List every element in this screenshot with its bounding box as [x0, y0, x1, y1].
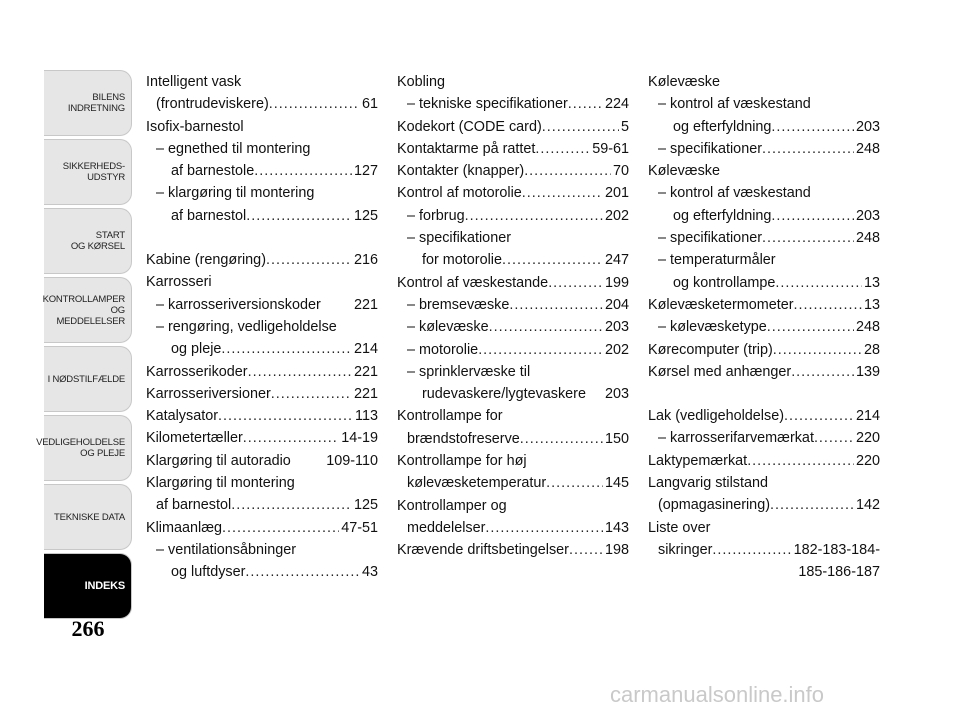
tab-label: SIKKERHEDS- UDSTYR	[62, 161, 125, 183]
entry-leader	[773, 339, 862, 361]
entry-leader	[775, 272, 862, 294]
entry-leader	[542, 116, 619, 138]
entry-leader	[465, 205, 603, 227]
entry-page: 199	[604, 274, 629, 291]
entry-term: og efterfyldning	[673, 118, 772, 135]
entry-term: Isofix-barnestol	[146, 118, 244, 135]
index-entry	[146, 182, 378, 204]
entry-page: 220	[855, 452, 880, 469]
index-entry	[146, 316, 378, 338]
tab-label: TEKNISKE DATA	[54, 511, 125, 523]
entry-term: Karrosserikoder	[146, 363, 248, 380]
entry-term: og pleje	[171, 341, 222, 358]
entry-term: (frontrudeviskere)	[156, 96, 269, 113]
entry-term: Klimaanlæg	[146, 519, 222, 536]
entry-term: – sprinklervæske til	[407, 363, 531, 380]
index-entry	[146, 294, 378, 316]
index-entry	[397, 405, 629, 427]
entry-term: meddelelser	[407, 519, 486, 536]
entry-term: af barnestole	[171, 163, 255, 180]
index-entry	[648, 427, 880, 449]
entry-page: 221	[353, 385, 378, 402]
index-entry	[146, 205, 378, 227]
index-entry	[146, 249, 378, 271]
tab-indeks[interactable]	[44, 553, 132, 619]
entry-page: 143	[604, 519, 629, 536]
entry-leader	[794, 294, 862, 316]
entry-term: – specifikationer	[658, 140, 762, 157]
entry-gap	[146, 227, 378, 249]
entry-leader	[762, 138, 854, 160]
entry-term: – kontrol af væskestand	[658, 96, 811, 113]
entry-term: Katalysator	[146, 408, 218, 425]
entry-term: Laktypemærkat	[648, 452, 748, 469]
entry-page: 214	[855, 408, 880, 425]
index-column-1	[146, 71, 378, 584]
tab-label: KONTROLLAMPER OG MEDDELELSER	[42, 293, 125, 327]
entry-leader	[767, 316, 854, 338]
entry-page: 47-51	[341, 519, 378, 536]
index-entry	[146, 472, 378, 494]
index-entry	[146, 494, 378, 516]
entry-page: 150	[604, 430, 629, 447]
index-entry	[146, 138, 378, 160]
entry-term: – klargøring til montering	[156, 185, 315, 202]
index-entry	[397, 294, 629, 316]
entry-leader	[784, 405, 854, 427]
index-entry	[397, 71, 629, 93]
entry-term: – egnethed til montering	[156, 140, 311, 157]
entry-page: 5	[620, 118, 629, 135]
index-column-3	[648, 71, 880, 584]
entry-page: 13	[863, 296, 880, 313]
entry-term: – tekniske specifikationer	[407, 96, 568, 113]
entry-leader	[770, 494, 854, 516]
entry-term: – specifikationer	[658, 230, 762, 247]
entry-page: 109-110	[326, 452, 378, 469]
entry-page: 145	[604, 475, 629, 492]
entry-gap	[648, 383, 880, 405]
section-tabs	[36, 70, 132, 622]
index-entry	[648, 182, 880, 204]
entry-term: – rengøring, vedligeholdelse	[156, 318, 337, 335]
entry-leader	[524, 160, 611, 182]
entry-term: Kobling	[397, 74, 446, 90]
index-entry	[146, 116, 378, 138]
entry-leader	[271, 383, 352, 405]
entry-term: Kølevæske	[648, 74, 720, 90]
entry-term: af barnestol	[156, 497, 232, 514]
index-entry	[397, 428, 629, 450]
tab-tekniske-data[interactable]	[44, 484, 132, 550]
entry-leader	[245, 561, 360, 583]
entry-page: 182-183-184-	[793, 541, 880, 558]
entry-term: af barnestol	[171, 207, 247, 224]
entry-leader	[218, 405, 353, 427]
entry-term: Karrosseriversioner	[146, 385, 271, 402]
entry-term: – karrosserifarvemærkat	[658, 430, 814, 447]
index-entry	[397, 272, 629, 294]
index-entry	[146, 561, 378, 583]
entry-page: 224	[604, 96, 629, 113]
entry-term: og efterfyldning	[673, 207, 772, 224]
index-entry	[648, 316, 880, 338]
index-entry	[397, 205, 629, 227]
entry-page: 248	[855, 230, 880, 247]
index-entry	[397, 138, 629, 160]
entry-page: 61	[361, 96, 378, 113]
entry-page: 113	[355, 408, 378, 425]
index-entry	[397, 116, 629, 138]
entry-term: – bremsevæske	[407, 296, 510, 313]
index-entry	[648, 205, 880, 227]
index-entry	[397, 495, 629, 517]
entry-term: Kilometertæller	[146, 430, 243, 447]
entry-leader	[485, 517, 603, 539]
entry-leader	[243, 427, 339, 449]
entry-leader	[509, 294, 603, 316]
entry-leader	[546, 472, 603, 494]
entry-term: og kontrollampe	[673, 274, 776, 291]
entry-leader	[221, 338, 352, 360]
entry-page: 43	[361, 564, 378, 581]
index-entry	[397, 361, 629, 383]
page-number: 266	[71, 616, 105, 641]
entry-term: Krævende driftsbetingelser	[397, 542, 569, 559]
entry-leader	[248, 361, 352, 383]
entry-leader	[269, 93, 360, 115]
entry-page: 127	[353, 163, 378, 180]
entry-page: 203	[604, 386, 629, 403]
index-entry	[648, 472, 880, 494]
index-entry	[648, 249, 880, 271]
entry-term: Lak (vedligeholdelse)	[648, 408, 784, 425]
index-entry	[397, 227, 629, 249]
entry-page: 203	[855, 118, 880, 135]
entry-leader	[747, 450, 854, 472]
entry-page: 214	[353, 341, 378, 358]
index-entry	[146, 160, 378, 182]
entry-term: Liste over	[648, 519, 711, 536]
index-entry	[397, 249, 629, 271]
entry-leader	[791, 361, 854, 383]
index-entry	[146, 517, 378, 539]
entry-leader	[771, 116, 854, 138]
entry-term: Klargøring til montering	[146, 475, 295, 492]
entry-term: kølevæsketemperatur	[407, 475, 547, 492]
index-entry	[648, 93, 880, 115]
tab-kontrollamper[interactable]	[44, 277, 132, 343]
entry-leader	[254, 160, 352, 182]
entry-leader	[231, 494, 352, 516]
index-entry	[146, 338, 378, 360]
entry-term: Klargøring til autoradio	[146, 452, 291, 469]
entry-term: for motorolie	[422, 252, 502, 269]
entry-page: 248	[855, 319, 880, 336]
entry-term: Kølevæske	[648, 163, 720, 180]
watermark: carmanualsonline.info	[610, 682, 825, 707]
index-entry	[146, 361, 378, 383]
entry-page: 185-186-187	[798, 564, 880, 581]
entry-term: Kontaktarme på rattet	[397, 140, 536, 157]
entry-leader	[535, 138, 590, 160]
index-entry	[648, 361, 880, 383]
entry-leader	[246, 205, 352, 227]
entry-term: Karrosseri	[146, 274, 212, 291]
index-entry	[648, 339, 880, 361]
index-entry	[648, 227, 880, 249]
entry-term: Kontrol af væskestande	[397, 274, 549, 291]
index-entry	[648, 405, 880, 427]
entry-page: 247	[604, 252, 629, 269]
tab-label: VEDLIGEHOLDELSE OG PLEJE	[36, 437, 125, 459]
entry-term: Kodekort (CODE card)	[397, 118, 542, 135]
index-entry	[648, 561, 880, 583]
index-entry	[648, 494, 880, 516]
entry-page: 221	[353, 363, 378, 380]
entry-term: Langvarig stilstand	[648, 475, 768, 492]
entry-leader	[712, 539, 791, 561]
entry-leader	[520, 428, 603, 450]
entry-term: Kontrollampe for høj	[397, 453, 527, 470]
tab-label: INDEKS	[84, 579, 125, 592]
index-entry	[648, 517, 880, 539]
index-entry	[146, 427, 378, 449]
entry-leader	[222, 517, 339, 539]
entry-leader	[568, 93, 603, 115]
index-entry	[397, 450, 629, 472]
entry-page: 248	[855, 140, 880, 157]
entry-term: Kørsel med anhænger	[648, 363, 792, 380]
entry-page: 125	[353, 497, 378, 514]
index-entry	[397, 182, 629, 204]
entry-page: 220	[855, 430, 880, 447]
entry-term: og luftdyser	[171, 564, 246, 581]
index-entry	[146, 450, 378, 472]
tab-label: BILENS INDRETNING	[67, 92, 125, 114]
index-entry	[397, 316, 629, 338]
entry-term: – karrosseriversionskoder	[156, 296, 321, 313]
tab-label: I NØDSTILFÆLDE	[47, 373, 125, 385]
entry-leader	[548, 272, 603, 294]
entry-leader	[266, 249, 352, 271]
entry-leader	[771, 205, 854, 227]
tab-bilens-indretning[interactable]	[44, 70, 132, 136]
index-entry	[397, 539, 629, 561]
index-entry	[648, 294, 880, 316]
entry-term: sikringer	[658, 541, 713, 558]
tab-sikkerhedsudstyr[interactable]	[44, 139, 132, 205]
index-entry	[397, 472, 629, 494]
entry-page: 203	[855, 207, 880, 224]
index-entry	[648, 160, 880, 182]
entry-term: – kontrol af væskestand	[658, 185, 811, 202]
index-entry	[146, 383, 378, 405]
entry-leader	[478, 339, 603, 361]
tab-i-nodstilfaelde[interactable]	[44, 346, 132, 412]
entry-page: 13	[863, 274, 880, 291]
entry-page: 203	[604, 319, 629, 336]
tab-vedligeholdelse[interactable]	[36, 415, 132, 481]
entry-term: – motorolie	[407, 341, 479, 358]
tab-start-og-korsel[interactable]	[44, 208, 132, 274]
entry-term: – ventilationsåbninger	[156, 541, 297, 558]
entry-term: – specifikationer	[407, 230, 511, 247]
entry-term: rudevaskere/lygtevaskere	[422, 386, 586, 403]
entry-page: 70	[612, 163, 629, 180]
entry-page: 125	[353, 207, 378, 224]
entry-page: 202	[604, 341, 629, 358]
entry-term: (opmagasinering)	[658, 497, 770, 514]
entry-page: 28	[863, 341, 880, 358]
index-entry	[648, 71, 880, 93]
entry-term: Kontrollamper og	[397, 497, 507, 514]
entry-term: Kontrol af motorolie	[397, 185, 522, 202]
entry-term: Kontrollampe for	[397, 408, 503, 425]
index-entry	[648, 138, 880, 160]
index-entry	[397, 339, 629, 361]
index-entry	[146, 271, 378, 293]
entry-term: – forbrug	[407, 207, 465, 224]
index-entry	[397, 383, 629, 405]
index-entry	[146, 405, 378, 427]
tab-label: START OG KØRSEL	[70, 230, 125, 252]
index-entry	[146, 539, 378, 561]
entry-term: Kontakter (knapper)	[397, 163, 525, 180]
entry-term: Kørecomputer (trip)	[648, 341, 773, 358]
entry-leader	[569, 539, 603, 561]
index-column-2	[397, 71, 629, 562]
entry-term: Intelligent vask	[146, 74, 242, 90]
entry-page: 216	[353, 252, 378, 269]
entry-page: 142	[855, 497, 880, 514]
entry-leader	[522, 182, 603, 204]
index-entry	[648, 272, 880, 294]
entry-page: 59-61	[592, 140, 629, 157]
entry-term: – temperaturmåler	[658, 252, 776, 269]
index-entry	[146, 93, 378, 115]
entry-term: – kølevæsketype	[658, 319, 767, 336]
entry-leader	[489, 316, 603, 338]
index-entry	[648, 450, 880, 472]
index-entry	[397, 93, 629, 115]
entry-term: Kabine (rengøring)	[146, 252, 266, 269]
entry-page: 14-19	[341, 430, 378, 447]
entry-page: 201	[604, 185, 629, 202]
entry-term: – kølevæske	[407, 319, 489, 336]
index-entry	[146, 71, 378, 93]
entry-leader	[762, 227, 854, 249]
entry-term: brændstofreserve	[407, 430, 520, 447]
index-entry	[397, 160, 629, 182]
entry-page: 139	[855, 363, 880, 380]
entry-page: 202	[604, 207, 629, 224]
index-entry	[648, 116, 880, 138]
entry-leader	[502, 249, 603, 271]
index-entry	[648, 539, 880, 561]
entry-leader	[814, 427, 854, 449]
entry-page: 221	[353, 296, 378, 313]
entry-term: Kølevæsketermometer	[648, 296, 794, 313]
index-entry	[397, 517, 629, 539]
entry-page: 204	[604, 296, 629, 313]
entry-page: 198	[604, 542, 629, 559]
